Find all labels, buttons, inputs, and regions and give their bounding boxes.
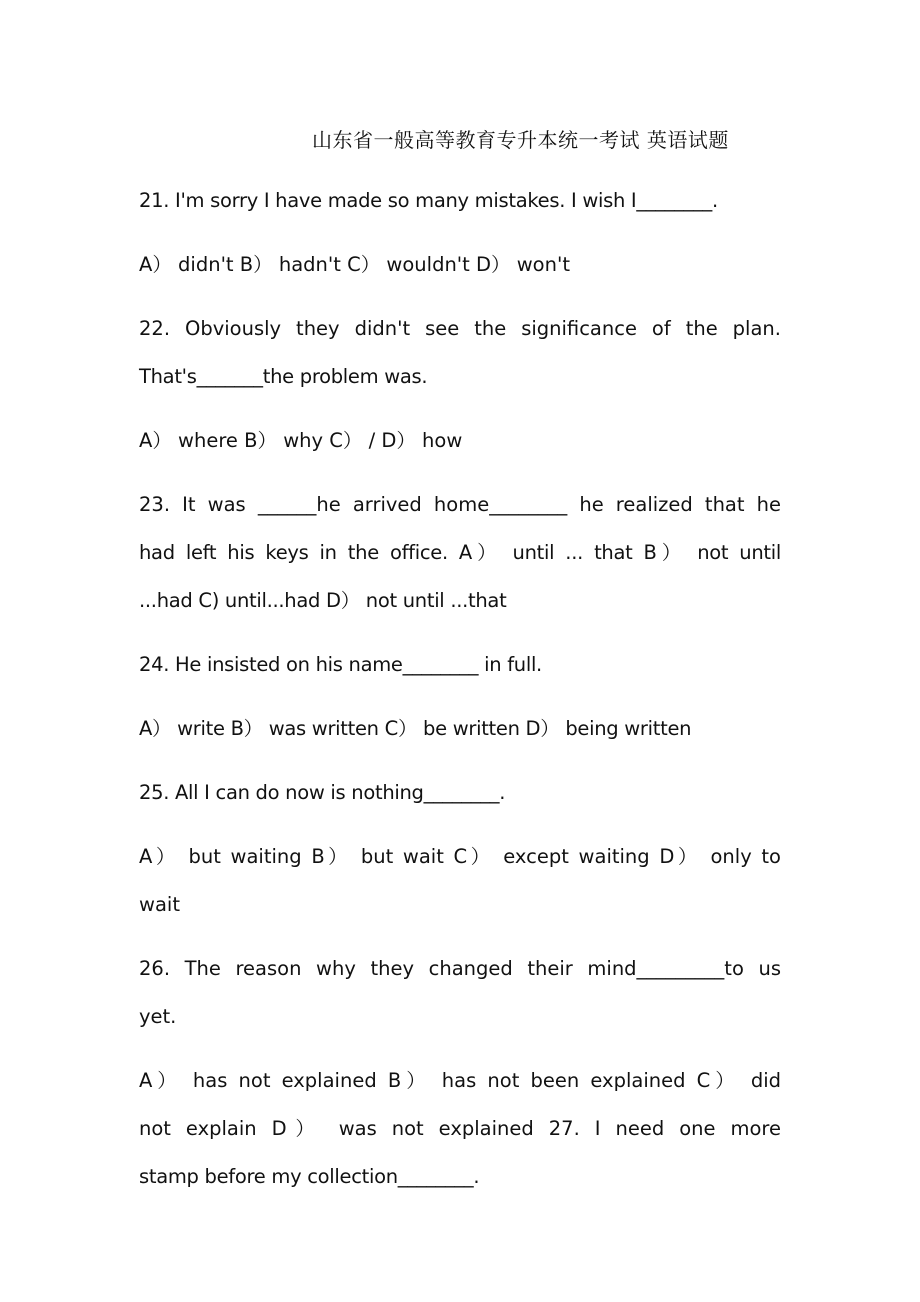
question-21-options: A） didn't B） hadn't C） wouldn't D） won't (139, 253, 570, 276)
question-24-options: A） write B） was written C） be written D） being written (139, 717, 692, 740)
question-26-line-2: yet. (139, 1005, 177, 1028)
question-25-options-line-1: A） but waiting B） but wait C） except waiting D） only to (139, 845, 781, 868)
question-25-options-line-2: wait (139, 893, 180, 916)
question-26-line-1: 26. The reason why they changed their mind_________to us (139, 957, 781, 980)
question-21-line: 21. I'm sorry I have made so many mistakes. I wish I________. (139, 189, 718, 212)
question-22-options: A） where B） why C） / D） how (139, 429, 463, 452)
exam-title: 山东省一般高等教育专升本统一考试 英语试题 (312, 128, 729, 152)
question-22-line-2: That's_______the problem was. (139, 365, 428, 388)
question-23-line-3: ...had C) until...had D） not until ...that (139, 589, 507, 612)
question-26-options-line-1: A） has not explained B） has not been explained C） did (139, 1069, 781, 1092)
question-24-line: 24. He insisted on his name________ in full. (139, 653, 542, 676)
question-27-line: stamp before my collection________. (139, 1165, 480, 1188)
question-26-options-line-2: not explain D） was not explained 27. I need one more (139, 1117, 781, 1140)
question-22-line-1: 22. Obviously they didn't see the significance of the plan. (139, 317, 781, 340)
question-23-line-1: 23. It was ______he arrived home________ he realized that he (139, 493, 781, 516)
question-25-line: 25. All I can do now is nothing________. (139, 781, 506, 804)
question-23-line-2: had left his keys in the office. A） until ... that B） not until (139, 541, 781, 564)
